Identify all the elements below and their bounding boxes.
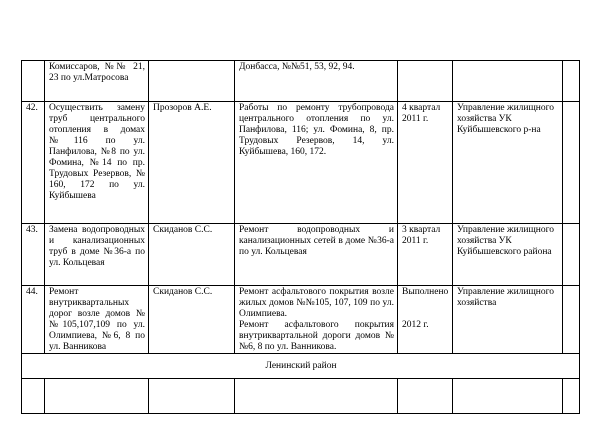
cell-description: Комиссаров, №№ 21, 23 по ул.Матросова [45, 61, 149, 102]
table-row [22, 61, 580, 102]
cell-work [235, 379, 398, 414]
cell-description: Замена водопроводных и канализационных труб в доме №36-а по ул. Кольцевая [45, 224, 149, 286]
cell-work: Работы по ремонту трубопровода центрального отопления по ул. Панфилова, 116; ул. Фомина, 8, пр. Трудовых Резервов, 14, ул. Куйбышева, 160, 172. [235, 102, 398, 224]
cell-executor: Управление жилищного хозяйства [453, 286, 563, 354]
cell-description [45, 379, 149, 414]
cell-number: 43. [22, 224, 45, 286]
cell-executor: Управление жилищного хозяйства УК Куйбышевского р-на [453, 102, 563, 224]
cell-extra [563, 379, 580, 414]
cell-extra [563, 61, 580, 102]
cell-responsible: Прозоров А.Е. [149, 102, 235, 224]
work-paragraph: Ремонт асфальтового покрытия внутриквартальной дороги домов №№6, 8 по ул. Ванникова. [239, 320, 394, 352]
cell-description: Осуществить замену труб центрального отопления в домах №116 по ул. Панфилова, №8 по ул. Фомина, №14 по пр. Трудовых Резервов, № 160, 172 по ул. Куйбышева [45, 102, 149, 224]
cell-responsible [149, 61, 235, 102]
cell-work [235, 286, 398, 354]
table-row [22, 379, 580, 414]
cell-number: 42. [22, 102, 45, 224]
cell-executor [453, 379, 563, 414]
cell-number [22, 61, 45, 102]
cell-executor: Управление жилищного хозяйства УК Куйбышевского района [453, 224, 563, 286]
cell-term: 3 квартал 2011 г. [398, 224, 453, 286]
cell-work: Донбасса, №№51, 53, 92, 94. [235, 61, 398, 102]
cell-extra [563, 224, 580, 286]
cell-term [398, 61, 453, 102]
table-row [22, 286, 580, 354]
term-year: 2012 г. [402, 320, 429, 330]
district-heading: Ленинский район [22, 354, 580, 379]
term-status: Выполнено [402, 287, 449, 297]
cell-executor [453, 61, 563, 102]
cell-responsible: Скиданов С.С. [149, 224, 235, 286]
cell-term: 4 квартал 2011 г. [398, 102, 453, 224]
cell-number [22, 379, 45, 414]
cell-responsible: Скиданов С.С. [149, 286, 235, 354]
table-row [22, 224, 580, 286]
cell-extra [563, 102, 580, 224]
cell-work: Ремонт водопроводных и канализационных сетей в доме №36-а по ул. Кольцевая [235, 224, 398, 286]
district-row [22, 354, 580, 379]
plan-table [21, 60, 580, 414]
cell-term [398, 286, 453, 354]
cell-responsible [149, 379, 235, 414]
cell-term [398, 379, 453, 414]
table-row [22, 102, 580, 224]
cell-number: 44. [22, 286, 45, 354]
work-paragraph: Ремонт асфальтового покрытия возле жилых домов №№105, 107, 109 по ул. Олимпиева. [239, 287, 394, 319]
cell-description: Ремонт внутриквартальных дорог возле домов № №105,107,109 по ул. Олимпиева, №6, 8 по ул. Ванникова [45, 286, 149, 354]
cell-extra [563, 286, 580, 354]
